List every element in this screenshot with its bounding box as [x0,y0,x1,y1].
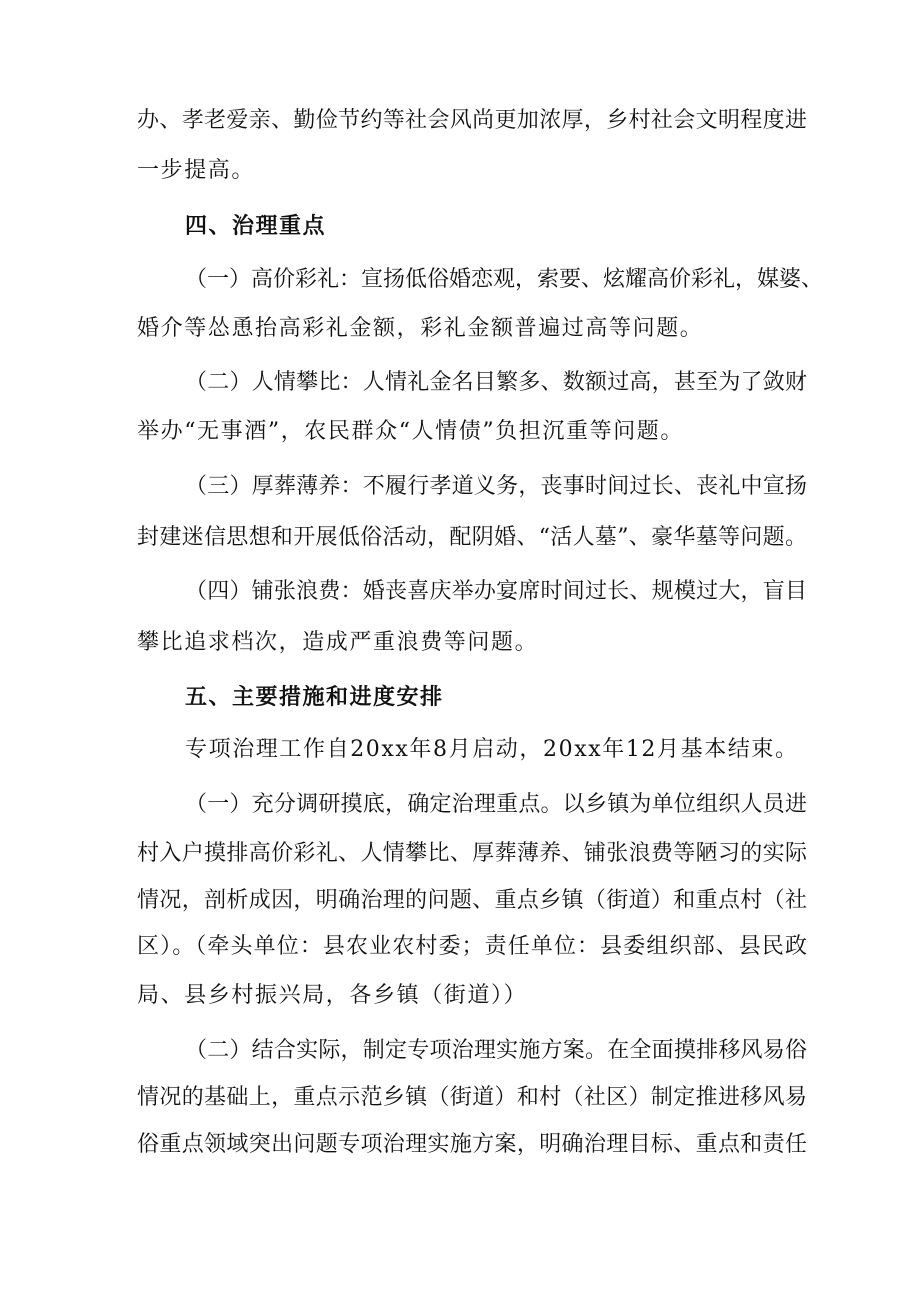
paragraph-line: 局、县乡村振兴局，各乡镇（街道）） [137,983,528,1008]
paragraph-line: 攀比追求档次，造成严重浪费等问题。 [137,630,539,655]
paragraph-line: （二）结合实际，制定专项治理实施方案。在全面摸排移风易俗 [185,1038,807,1063]
paragraph-line: 婚介等怂恿抬高彩礼金额，彩礼金额普遍过高等问题。 [137,316,704,341]
paragraph-line: （一）充分调研摸底，确定治理重点。以乡镇为单位组织人员进 [185,792,807,817]
paragraph-line: 情况的基础上，重点示范乡镇（街道）和村（社区）制定推进移风易 [137,1085,807,1110]
paragraph-line: 办、孝老爱亲、勤俭节约等社会风尚更加浓厚，乡村社会文明程度进 [137,108,807,133]
paragraph-line: 俗重点领域突出问题专项治理实施方案，明确治理目标、重点和责任 [137,1132,807,1157]
paragraph-line: 村入户摸排高价彩礼、人情攀比、厚葬薄养、铺张浪费等陋习的实际 [137,841,807,866]
paragraph-line: 情况，剖析成因，明确治理的问题、重点乡镇（街道）和重点村（社 [137,888,807,913]
paragraph-line: （四）铺张浪费：婚丧喜庆举办宴席时间过长、规模过大，盲目 [185,579,807,604]
paragraph-line: 一步提高。 [137,158,256,183]
paragraph-line: 区）。（牵头单位：县农业农村委；责任单位：县委组织部、县民政 [137,934,807,959]
paragraph-line: 封建迷信思想和开展低俗活动，配阴婚、“活人墓”、豪华墓等问题。 [137,525,807,550]
paragraph-line: 举办“无事酒”，农民群众“人情债”负担沉重等问题。 [137,419,684,444]
paragraph-line: （一）高价彩礼：宣扬低俗婚恋观，索要、炫耀高价彩礼，媒婆、 [185,267,824,292]
section-heading: 四、治理重点 [185,214,327,239]
paragraph-line: （三）厚葬薄养：不履行孝道义务，丧事时间过长、丧礼中宣扬 [185,474,807,499]
paragraph-line: （二）人情攀比：人情礼金名目繁多、数额过高，甚至为了敛财 [185,370,807,395]
section-heading: 五、主要措施和进度安排 [185,685,444,710]
paragraph-line: 专项治理工作自20xx年8月启动，20xx年12月基本结束。 [185,737,799,762]
